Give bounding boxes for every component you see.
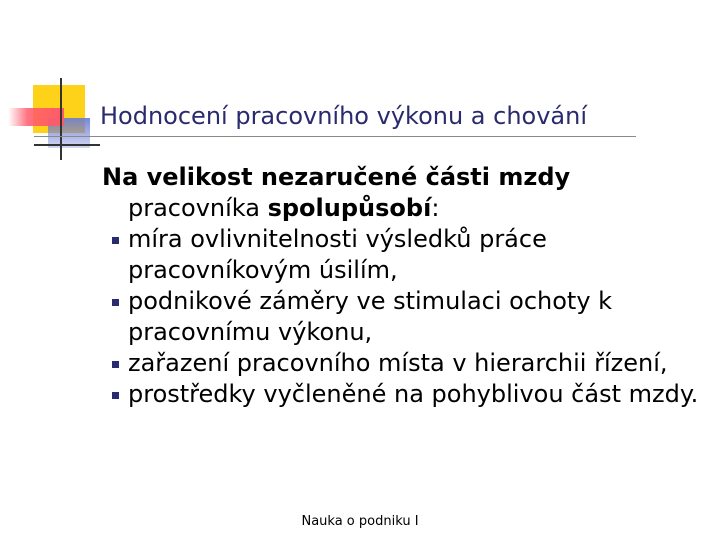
deco-red-bar [8, 108, 64, 126]
bullet-list [102, 224, 702, 410]
slide-footer: Nauka o podniku I [301, 514, 419, 529]
bullet-item [102, 379, 702, 410]
lead-colon: : [431, 194, 440, 222]
lead-bold-keyword: spolupůsobí [267, 194, 432, 222]
square-bullet-icon [112, 361, 119, 368]
lead-paragraph [102, 162, 702, 224]
square-bullet-icon [112, 237, 119, 244]
bullet-item [102, 224, 702, 286]
bullet-text: zařazení pracovního místa v hierarchii řízení, [128, 349, 668, 377]
square-bullet-icon [112, 299, 119, 306]
bullet-text: prostředky vyčleněné na pohyblivou část mzdy. [128, 380, 699, 408]
lead-regular-part: pracovníka [128, 194, 268, 222]
lead-bold-part: Na velikost nezaručené části mzdy [102, 163, 571, 191]
bullet-text: míra ovlivnitelnosti výsledků práce pracovníkovým úsilím, [128, 225, 547, 284]
slide-title: Hodnocení pracovního výkonu a chování [100, 102, 588, 130]
bullet-text: podnikové záměry ve stimulaci ochoty k pracovnímu výkonu, [128, 287, 613, 346]
slide-body [102, 162, 702, 410]
square-bullet-icon [112, 392, 119, 399]
bullet-item [102, 348, 702, 379]
bullet-item [102, 286, 702, 348]
corner-decoration [0, 0, 100, 170]
title-underline [34, 136, 636, 137]
